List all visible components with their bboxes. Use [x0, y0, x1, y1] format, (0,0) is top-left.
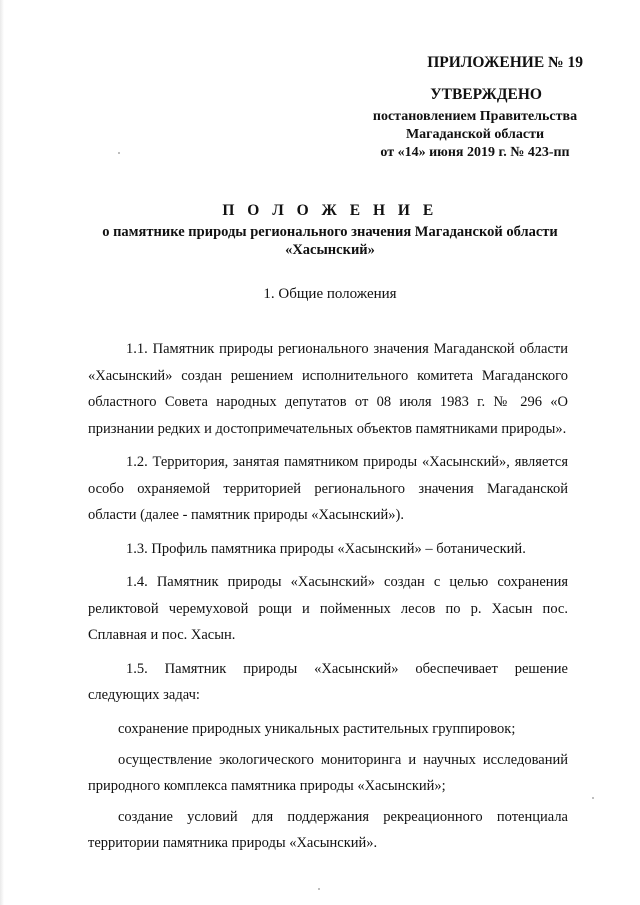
task-item: осуществление экологического мониторинга и научных исследований природного комплекса памятника природы «Хасынский»;: [88, 751, 568, 794]
document-title-block: [60, 202, 600, 259]
paragraph-1-1: 1.1. Памятник природы регионального значения Магаданской области «Хасынский» создан решением исполнительного комитета Магаданского областного Совета народных депутатов от 08 июля 1983 г. № 296 «О признании редких и достопримечательных объектов памятниками природы».: [88, 341, 568, 437]
approval-line: Магаданской области: [405, 127, 545, 142]
paragraph-1-2: 1.2. Территория, занятая памятником природы «Хасынский», является особо охраняемой территорией регионального значения Магаданской области (далее - памятник природы «Хасынский»).: [88, 454, 568, 523]
paragraph-1-4: 1.4. Памятник природы «Хасынский» создан с целью сохранения реликтовой черемуховой рощи и пойменных лесов по р. Хасын пос. Сплавная и пос. Хасын.: [88, 574, 568, 643]
scan-edge: [0, 0, 4, 905]
paragraph-1-5: 1.5. Памятник природы «Хасынский» обеспечивает решение следующих задач:: [88, 660, 568, 703]
document-subtitle: о памятнике природы регионального значения Магаданской области «Хасынский»: [102, 224, 558, 258]
section-heading: 1. Общие положения: [263, 286, 397, 302]
scan-speck: [318, 888, 320, 890]
approval-details: [340, 108, 600, 162]
approval-line: постановлением Правительства: [372, 109, 578, 124]
document-title: П О Л О Ж Е Н И Е: [222, 202, 438, 219]
task-item: сохранение природных уникальных растительных группировок;: [118, 720, 516, 737]
task-item: создание условий для поддержания рекреационного потенциала территории памятника природы «Хасынский».: [88, 808, 568, 851]
approval-header: [340, 54, 600, 162]
annex-number: ПРИЛОЖЕНИЕ № 19: [427, 54, 583, 71]
approved-label: УТВЕРЖДЕНО: [430, 86, 542, 103]
scan-speck: [592, 797, 594, 799]
document-body: [88, 336, 568, 861]
paragraph-1-3: 1.3. Профиль памятника природы «Хасынский» – ботанический.: [126, 540, 526, 557]
approval-line: от «14» июня 2019 г. № 423-пп: [380, 145, 570, 160]
scan-speck: [118, 152, 120, 154]
